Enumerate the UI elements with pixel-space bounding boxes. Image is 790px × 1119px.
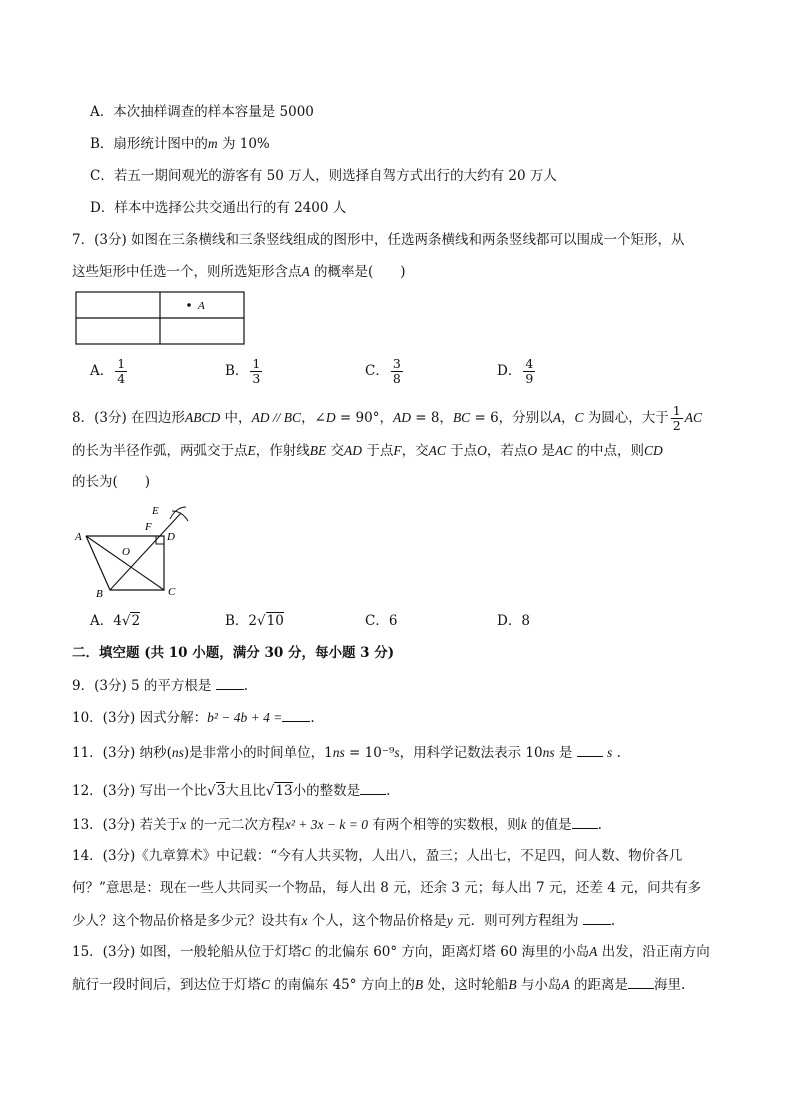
q14-answer-blank[interactable] bbox=[583, 910, 611, 925]
q14-stem-line2: 何？”意思是：现在一些人共同买一个物品，每人出 8 元，还余 3 元；每人出 7 元，还差 4 元，问共有多 bbox=[72, 880, 702, 896]
q8-stem-line3: 的长为( ) bbox=[72, 474, 151, 490]
q6-option-a: A．本次抽样调查的样本容量是 5000 bbox=[90, 104, 314, 120]
q9-answer-blank[interactable] bbox=[216, 675, 244, 690]
q13-answer-blank[interactable] bbox=[572, 814, 598, 829]
q8-option-d: D．8 bbox=[497, 613, 530, 629]
q8-quadrilateral-figure bbox=[70, 503, 190, 603]
q11-answer-blank[interactable] bbox=[577, 742, 603, 757]
q8-label-c: C bbox=[168, 586, 176, 598]
q8-label-e: E bbox=[152, 505, 159, 517]
q8-option-c: C．6 bbox=[365, 613, 398, 629]
q8-option-b: B．2√10 bbox=[225, 613, 284, 629]
q14-stem-line3: 少人？这个物品价格是多少元？设共有x 个人，这个物品价格是y 元．则可列方程组为 . bbox=[72, 910, 615, 931]
q9-stem: 9．(3分) 5 的平方根是 . bbox=[72, 675, 248, 696]
q15-answer-blank[interactable] bbox=[628, 974, 654, 989]
q8-option-a: A．4√2 bbox=[90, 613, 141, 629]
q7-option-d: D． $\frac{4}{9}$ bbox=[497, 356, 534, 386]
q15-stem-line2: 航行一段时间后，到达位于灯塔C 的南偏东 45° 方向上的B 处，这时轮船B 与小岛A 的距离是 海里. bbox=[72, 974, 685, 995]
q7-option-a: A． $\frac{1}{4}$ bbox=[90, 356, 126, 386]
q8-label-d: D bbox=[167, 531, 175, 543]
q12-stem: 12．(3分) 写出一个比√3大且比√13小的整数是 . bbox=[72, 780, 390, 801]
q6-option-d: D．样本中选择公共交通出行的有 2400 人 bbox=[90, 200, 347, 216]
q7-stem-line1: 7．(3分) 如图在三条横线和三条竖线组成的图形中，任选两条横线和两条竖线都可以围成一个矩形，从 bbox=[72, 232, 685, 248]
q7-option-c: C． $\frac{3}{8}$ bbox=[365, 356, 401, 386]
q7-point-a-label: A bbox=[198, 300, 205, 312]
q7-stem-line2: 这些矩形中任选一个，则所选矩形含点A 的概率是( ) bbox=[72, 264, 406, 280]
q7-point-a bbox=[187, 303, 191, 307]
q6-option-c: C．若五一期间观光的游客有 50 万人，则选择自驾方式出行的大约有 20 万人 bbox=[90, 168, 557, 184]
q11-stem: 11．(3分) 纳秒(ns)是非常小的时间单位，1ns = 10⁻⁹s，用科学记数法表示 10ns 是 s . bbox=[72, 742, 621, 763]
q7-grid-figure bbox=[70, 288, 250, 348]
q8-label-f: F bbox=[145, 521, 152, 533]
q7-option-b: B． $\frac{1}{3}$ bbox=[225, 356, 261, 386]
q8-label-a: A bbox=[75, 531, 82, 543]
q15-stem-line1: 15．(3分) 如图，一般轮船从位于灯塔C 的北偏东 60° 方向，距离灯塔 60 海里的小岛A 出发，沿正南方向 bbox=[72, 944, 710, 960]
q10-answer-blank[interactable] bbox=[282, 707, 310, 722]
q8-stem-line1: 8．(3分) 在四边形ABCD 中，AD // BC，∠D = 90°，AD = 8，BC = 6，分别以A，C 为圆心，大于 $\frac{1}{2}$ AC bbox=[72, 403, 702, 433]
q10-stem: 10．(3分) 因式分解：b² − 4b + 4 = . bbox=[72, 707, 315, 728]
q12-answer-blank[interactable] bbox=[360, 780, 386, 795]
q6-option-b: B．扇形统计图中的m 为 10% bbox=[90, 136, 270, 152]
q14-stem-line1: 14．(3分)《九章算术》中记载：“今有人共买物，人出八，盈三；人出七，不足四，问人数、物价各几 bbox=[72, 848, 683, 864]
q13-stem: 13．(3分) 若关于x 的一元二次方程x² + 3x − k = 0 有两个相等的实数根，则k 的值是 . bbox=[72, 814, 602, 835]
q8-stem-line2: 的长为半径作弧，两弧交于点E，作射线BE 交AD 于点F，交AC 于点O，若点O 是AC 的中点，则CD bbox=[72, 443, 663, 459]
section-fill-in-heading: 二．填空题 (共 10 小题，满分 30 分，每小题 3 分) bbox=[72, 645, 395, 661]
q8-label-b: B bbox=[96, 588, 103, 600]
q8-label-o: O bbox=[122, 546, 130, 558]
